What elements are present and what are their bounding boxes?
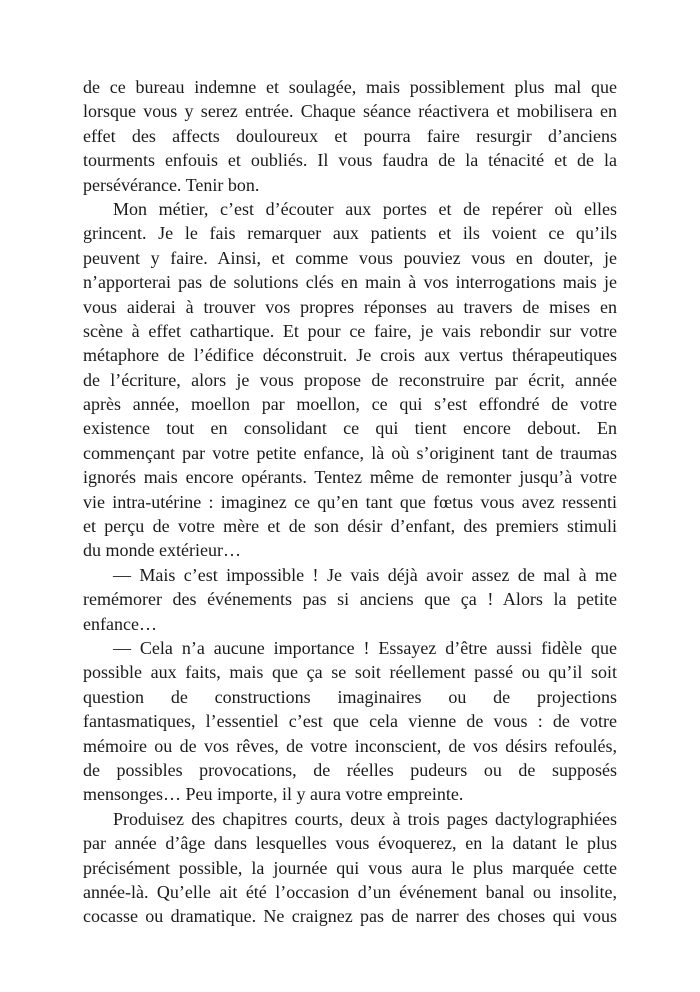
text-line: grincent. Je le fais remarquer aux patients et ils voient ce qu’ils xyxy=(83,223,617,244)
text-line: du monde extérieur… xyxy=(83,540,241,561)
text-line: n’apporterai pas de solutions clés en main à vos interrogations mais je xyxy=(83,272,617,293)
text-line: vie intra-utérine : imaginez ce qu’en tant que fœtus vous avez ressenti xyxy=(83,491,617,512)
text-line: possible aux faits, mais que ça se soit réellement passé ou qu’il soit xyxy=(83,662,617,683)
text-line: lorsque vous y serez entrée. Chaque séance réactivera et mobilisera en xyxy=(83,101,617,122)
paragraph xyxy=(83,75,617,197)
text-line: remémorer des événements pas si anciens que ça ! Alors la petite xyxy=(83,589,617,610)
text-line: mémoire ou de vos rêves, de votre inconscient, de vos désirs refoulés, xyxy=(83,735,617,756)
paragraph xyxy=(83,636,617,807)
text-line: précisément possible, la journée qui vous aura le plus marquée cette xyxy=(83,857,617,878)
paragraph xyxy=(83,563,617,636)
text-line: tourments enfouis et oubliés. Il vous faudra de la ténacité et de la xyxy=(83,150,617,171)
text-line: — Cela n’a aucune importance ! Essayez d’être aussi fidèle que xyxy=(113,637,617,658)
text-line: effet des affects douloureux et pourra faire resurgir d’anciens xyxy=(83,125,617,146)
text-line: cocasse ou dramatique. Ne craignez pas de narrer des choses qui vous xyxy=(83,906,617,927)
text-line: — Mais c’est impossible ! Je vais déjà avoir assez de mal à me xyxy=(113,564,617,585)
text-line: peuvent y faire. Ainsi, et comme vous pouviez vous en douter, je xyxy=(83,247,617,268)
text-line: question de constructions imaginaires ou de projections xyxy=(83,686,617,707)
text-line: Produisez des chapitres courts, deux à trois pages dactylographiées xyxy=(113,808,617,829)
text-line: après année, moellon par moellon, ce qui s’est effondré de votre xyxy=(83,394,617,415)
text-line: année-là. Qu’elle ait été l’occasion d’un événement banal ou insolite, xyxy=(83,881,617,902)
text-line: métaphore de l’édifice déconstruit. Je crois aux vertus thérapeutiques xyxy=(83,345,617,366)
text-line: de l’écriture, alors je vous propose de reconstruire par écrit, année xyxy=(83,369,617,390)
text-line: de ce bureau indemne et soulagée, mais possiblement plus mal que xyxy=(83,77,617,97)
text-line: enfance… xyxy=(83,613,157,634)
paragraph xyxy=(83,197,617,563)
text-line: mensonges… Peu importe, il y aura votre empreinte. xyxy=(83,784,464,805)
text-line: persévérance. Tenir bon. xyxy=(83,174,260,195)
text-line: ignorés mais encore opérants. Tentez même de remonter jusqu’à votre xyxy=(83,467,617,488)
text-line: Mon métier, c’est d’écouter aux portes et de repérer où elles xyxy=(113,198,617,219)
text-line: vous aiderai à trouver vos propres réponses au travers de mises en xyxy=(83,296,617,317)
text-line: fantasmatiques, l’essentiel c’est que cela vienne de vous : de votre xyxy=(83,711,617,732)
paragraph xyxy=(83,807,617,929)
text-line: de possibles provocations, de réelles pudeurs ou de supposés xyxy=(83,759,617,780)
text-line: scène à effet cathartique. Et pour ce faire, je vais rebondir sur votre xyxy=(83,320,617,341)
text-line: par année d’âge dans lesquelles vous évoquerez, en la datant le plus xyxy=(83,833,617,854)
text-line: et perçu de votre mère et de son désir d’enfant, des premiers stimuli xyxy=(83,516,617,537)
text-line: existence tout en consolidant ce qui tient encore debout. En xyxy=(83,418,617,439)
text-line: commençant par votre petite enfance, là où s’originent tant de traumas xyxy=(83,442,617,463)
page-body-text xyxy=(83,75,617,929)
